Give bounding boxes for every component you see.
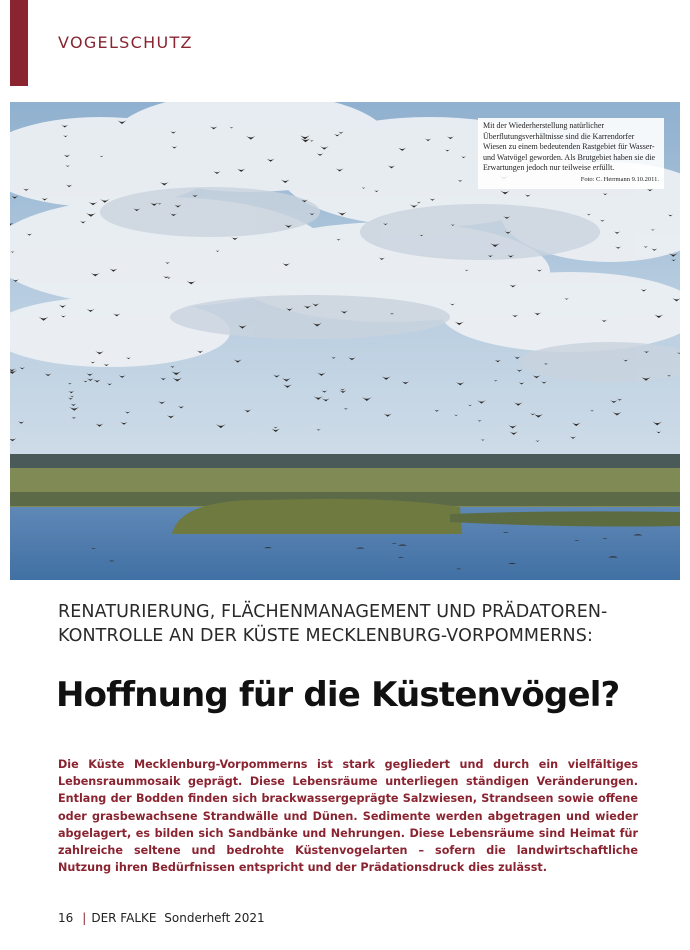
article-lead: Die Küste Mecklenburg-Vorpommerns ist stark gegliedert und durch ein vielfältiges Lebensraummosaik geprägt. Diese Lebensräume unterliegen ständigen Veränderungen. Entlang der Bodden finden sich brackwassergeprägte Salzwiesen, Strandseen sowie offene oder grasbewachsene Strandwälle und Dünen. Sedimente werden abgetragen und wieder abgelagert, es bilden sich Sandbänke und Nehrungen. Diese Lebensräume sind Heimat für zahlreiche seltene und bedrohte Küstenvogelarten – sofern die landwirtschaftliche Nutzung ihren Bedürfnissen entspricht und der Prädationsdruck dies zulässt. xyxy=(58,758,638,875)
caption-text: Mit der Wiederherstellung natürlicher Überflutungsverhältnisse sind die Karrendorfer Wiesen zu einem bedeutenden Rastgebiet für Wasser- und Watvögel geworden. Als Brutgebiet haben sie die Erwartungen jedoch nur teilweise erfüllt. xyxy=(483,121,656,172)
section-label: VOGELSCHUTZ xyxy=(58,33,193,52)
accent-bar xyxy=(10,0,28,86)
photo-wetland-birds xyxy=(10,102,680,580)
overline-line-2: KONTROLLE AN DER KÜSTE MECKLENBURG-VORPOMMERNS: xyxy=(58,626,593,646)
footer-separator: | xyxy=(82,911,87,925)
photo-caption xyxy=(478,118,664,189)
article-headline: Hoffnung für die Küstenvögel? xyxy=(56,675,620,715)
magazine-name: DER FALKE xyxy=(91,911,157,925)
issue-name: Sonderheft 2021 xyxy=(164,911,265,925)
article-overline xyxy=(58,600,668,648)
photo-credit: Foto: C. Herrmann 9.10.2011. xyxy=(580,175,659,183)
overline-line-1: RENATURIERUNG, FLÄCHENMANAGEMENT UND PRÄDATOREN- xyxy=(58,602,608,622)
page-footer xyxy=(58,911,269,925)
page-number: 16 xyxy=(58,911,74,925)
